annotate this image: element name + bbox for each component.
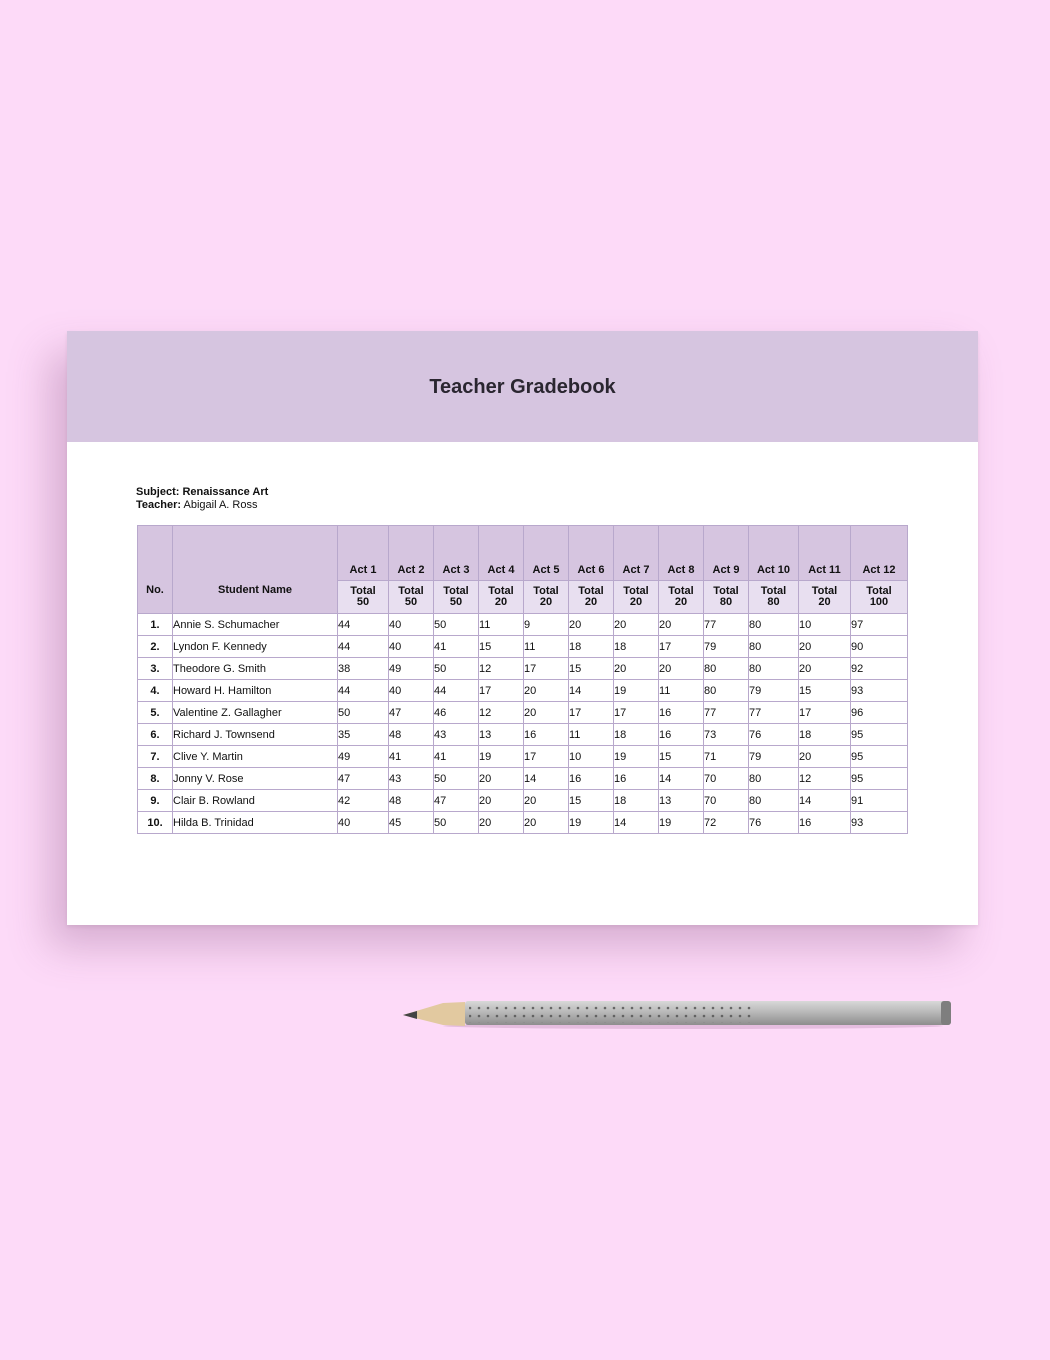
score-cell: 45 [389, 812, 434, 834]
activity-total-header [338, 581, 389, 614]
score-cell: 20 [614, 614, 659, 636]
score-cell: 11 [524, 636, 569, 658]
score-cell: 18 [614, 724, 659, 746]
total-value: 80 [719, 596, 733, 608]
activity-header: Act 5 [524, 526, 569, 581]
score-cell: 91 [851, 790, 908, 812]
score-cell: 40 [389, 614, 434, 636]
score-cell: 15 [659, 746, 704, 768]
score-cell: 20 [524, 812, 569, 834]
score-cell: 11 [569, 724, 614, 746]
score-cell: 16 [659, 724, 704, 746]
score-cell: 80 [749, 636, 799, 658]
activity-header: Act 2 [389, 526, 434, 581]
score-cell: 70 [704, 768, 749, 790]
score-cell: 14 [659, 768, 704, 790]
score-cell: 20 [479, 768, 524, 790]
activity-total-header [524, 581, 569, 614]
score-cell: 19 [614, 746, 659, 768]
score-cell: 20 [524, 702, 569, 724]
student-name: Annie S. Schumacher [173, 614, 338, 636]
activity-header: Act 9 [704, 526, 749, 581]
activity-total-header [389, 581, 434, 614]
score-cell: 20 [659, 614, 704, 636]
row-number: 3. [138, 658, 173, 680]
activity-header: Act 10 [749, 526, 799, 581]
activity-header: Act 3 [434, 526, 479, 581]
table-row [138, 790, 908, 812]
row-number: 10. [138, 812, 173, 834]
score-cell: 20 [614, 658, 659, 680]
score-cell: 79 [749, 746, 799, 768]
score-cell: 92 [851, 658, 908, 680]
score-cell: 17 [479, 680, 524, 702]
score-cell: 14 [569, 680, 614, 702]
score-cell: 16 [569, 768, 614, 790]
total-value: 20 [584, 596, 598, 608]
teacher-value: Abigail A. Ross [183, 499, 258, 511]
score-cell: 50 [338, 702, 389, 724]
total-word: Total [578, 585, 604, 597]
score-cell: 77 [704, 702, 749, 724]
score-cell: 12 [479, 702, 524, 724]
total-word: Total [488, 585, 514, 597]
score-cell: 35 [338, 724, 389, 746]
score-cell: 13 [659, 790, 704, 812]
subject-line [136, 486, 268, 499]
score-cell: 41 [389, 746, 434, 768]
row-number: 7. [138, 746, 173, 768]
score-cell: 40 [338, 812, 389, 834]
total-word: Total [350, 585, 376, 597]
score-cell: 20 [524, 790, 569, 812]
student-name: Richard J. Townsend [173, 724, 338, 746]
total-value: 20 [674, 596, 688, 608]
score-cell: 19 [614, 680, 659, 702]
total-value: 50 [449, 596, 463, 608]
score-cell: 80 [749, 658, 799, 680]
score-cell: 80 [749, 614, 799, 636]
score-cell: 10 [569, 746, 614, 768]
activity-total-header [704, 581, 749, 614]
score-cell: 80 [704, 658, 749, 680]
score-cell: 16 [614, 768, 659, 790]
score-cell: 44 [338, 614, 389, 636]
gradebook-sheet [67, 331, 978, 925]
score-cell: 50 [434, 768, 479, 790]
score-cell: 15 [799, 680, 851, 702]
score-cell: 96 [851, 702, 908, 724]
table-row [138, 724, 908, 746]
score-cell: 50 [434, 614, 479, 636]
score-cell: 15 [479, 636, 524, 658]
row-number: 9. [138, 790, 173, 812]
teacher-line [136, 499, 268, 512]
table-row [138, 746, 908, 768]
document-meta [136, 486, 268, 512]
gradebook-table [137, 525, 908, 834]
score-cell: 16 [524, 724, 569, 746]
activity-total-header [749, 581, 799, 614]
activity-header: Act 12 [851, 526, 908, 581]
score-cell: 13 [479, 724, 524, 746]
score-cell: 19 [479, 746, 524, 768]
student-name: Valentine Z. Gallagher [173, 702, 338, 724]
score-cell: 90 [851, 636, 908, 658]
score-cell: 73 [704, 724, 749, 746]
table-row [138, 636, 908, 658]
row-number: 4. [138, 680, 173, 702]
row-number: 5. [138, 702, 173, 724]
activity-header: Act 6 [569, 526, 614, 581]
grade-rows [138, 614, 908, 834]
activity-header: Act 11 [799, 526, 851, 581]
total-word: Total [533, 585, 559, 597]
score-cell: 79 [704, 636, 749, 658]
score-cell: 46 [434, 702, 479, 724]
total-value: 50 [356, 596, 370, 608]
student-name: Theodore G. Smith [173, 658, 338, 680]
activity-header: Act 7 [614, 526, 659, 581]
score-cell: 43 [389, 768, 434, 790]
total-word: Total [760, 585, 787, 597]
table-row [138, 768, 908, 790]
score-cell: 41 [434, 746, 479, 768]
student-name: Lyndon F. Kennedy [173, 636, 338, 658]
total-word: Total [713, 585, 739, 597]
score-cell: 14 [524, 768, 569, 790]
score-cell: 40 [389, 636, 434, 658]
total-value: 20 [539, 596, 553, 608]
score-cell: 79 [749, 680, 799, 702]
no-header: No. [138, 526, 173, 614]
activity-header-row [138, 526, 908, 581]
activity-total-header [569, 581, 614, 614]
score-cell: 44 [338, 636, 389, 658]
score-cell: 20 [799, 636, 851, 658]
score-cell: 95 [851, 746, 908, 768]
table-row [138, 614, 908, 636]
score-cell: 93 [851, 680, 908, 702]
table-row [138, 658, 908, 680]
row-number: 2. [138, 636, 173, 658]
score-cell: 20 [479, 812, 524, 834]
total-word: Total [866, 585, 892, 597]
total-value: 20 [629, 596, 643, 608]
total-word: Total [443, 585, 469, 597]
activity-header: Act 1 [338, 526, 389, 581]
score-cell: 77 [704, 614, 749, 636]
total-value: 20 [818, 596, 831, 608]
activity-total-header [799, 581, 851, 614]
score-cell: 47 [389, 702, 434, 724]
activity-total-header [614, 581, 659, 614]
score-cell: 15 [569, 790, 614, 812]
score-cell: 50 [434, 658, 479, 680]
score-cell: 20 [479, 790, 524, 812]
score-cell: 43 [434, 724, 479, 746]
score-cell: 16 [659, 702, 704, 724]
total-value: 100 [869, 596, 889, 608]
document-title: Teacher Gradebook [429, 376, 616, 398]
total-word: Total [811, 585, 838, 597]
total-value: 80 [767, 596, 780, 608]
score-cell: 97 [851, 614, 908, 636]
total-word: Total [668, 585, 694, 597]
teacher-label: Teacher: [136, 499, 182, 511]
score-cell: 11 [479, 614, 524, 636]
score-cell: 19 [659, 812, 704, 834]
score-cell: 18 [569, 636, 614, 658]
score-cell: 49 [338, 746, 389, 768]
score-cell: 80 [749, 790, 799, 812]
score-cell: 76 [749, 724, 799, 746]
score-cell: 17 [524, 746, 569, 768]
score-cell: 38 [338, 658, 389, 680]
score-cell: 72 [704, 812, 749, 834]
score-cell: 93 [851, 812, 908, 834]
student-name: Howard H. Hamilton [173, 680, 338, 702]
score-cell: 18 [799, 724, 851, 746]
score-cell: 12 [479, 658, 524, 680]
score-cell: 20 [799, 746, 851, 768]
score-cell: 17 [614, 702, 659, 724]
row-number: 8. [138, 768, 173, 790]
subject-label: Subject: [136, 486, 180, 498]
table-row [138, 812, 908, 834]
title-banner [67, 331, 978, 442]
score-cell: 20 [659, 658, 704, 680]
activity-header: Act 8 [659, 526, 704, 581]
total-word: Total [623, 585, 649, 597]
activity-total-header [659, 581, 704, 614]
score-cell: 47 [338, 768, 389, 790]
score-cell: 70 [704, 790, 749, 812]
student-name: Clive Y. Martin [173, 746, 338, 768]
row-number: 6. [138, 724, 173, 746]
score-cell: 17 [659, 636, 704, 658]
score-cell: 40 [389, 680, 434, 702]
score-cell: 20 [569, 614, 614, 636]
score-cell: 17 [569, 702, 614, 724]
score-cell: 44 [434, 680, 479, 702]
total-word: Total [398, 585, 424, 597]
score-cell: 71 [704, 746, 749, 768]
score-cell: 11 [659, 680, 704, 702]
student-name: Jonny V. Rose [173, 768, 338, 790]
score-cell: 16 [799, 812, 851, 834]
score-cell: 14 [799, 790, 851, 812]
score-cell: 80 [704, 680, 749, 702]
student-name: Hilda B. Trinidad [173, 812, 338, 834]
score-cell: 50 [434, 812, 479, 834]
activity-header: Act 4 [479, 526, 524, 581]
score-cell: 15 [569, 658, 614, 680]
score-cell: 17 [524, 658, 569, 680]
subject-value: Renaissance Art [182, 486, 269, 498]
total-value: 50 [404, 596, 418, 608]
score-cell: 41 [434, 636, 479, 658]
score-cell: 76 [749, 812, 799, 834]
student-name: Clair B. Rowland [173, 790, 338, 812]
score-cell: 10 [799, 614, 851, 636]
table-row [138, 702, 908, 724]
activity-total-header [479, 581, 524, 614]
score-cell: 48 [389, 790, 434, 812]
score-cell: 18 [614, 636, 659, 658]
pencil-icon [403, 997, 953, 1029]
activity-total-header [434, 581, 479, 614]
score-cell: 80 [749, 768, 799, 790]
total-value: 20 [494, 596, 508, 608]
score-cell: 20 [799, 658, 851, 680]
student-name-header: Student Name [173, 526, 338, 614]
score-cell: 95 [851, 724, 908, 746]
row-number: 1. [138, 614, 173, 636]
score-cell: 77 [749, 702, 799, 724]
score-cell: 9 [524, 614, 569, 636]
score-cell: 95 [851, 768, 908, 790]
score-cell: 19 [569, 812, 614, 834]
score-cell: 44 [338, 680, 389, 702]
table-row [138, 680, 908, 702]
score-cell: 18 [614, 790, 659, 812]
score-cell: 48 [389, 724, 434, 746]
score-cell: 20 [524, 680, 569, 702]
score-cell: 12 [799, 768, 851, 790]
score-cell: 49 [389, 658, 434, 680]
score-cell: 17 [799, 702, 851, 724]
score-cell: 14 [614, 812, 659, 834]
activity-total-header [851, 581, 908, 614]
score-cell: 42 [338, 790, 389, 812]
score-cell: 47 [434, 790, 479, 812]
